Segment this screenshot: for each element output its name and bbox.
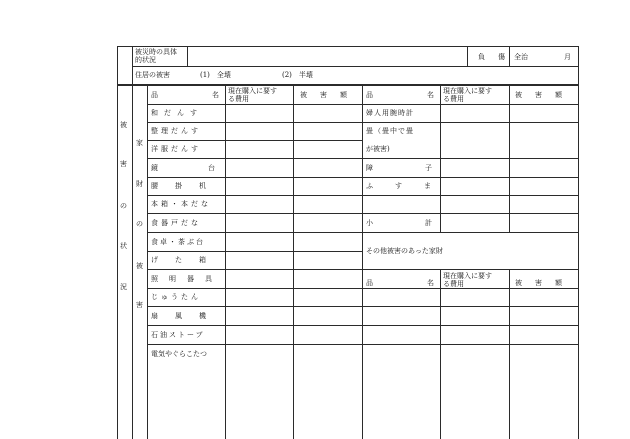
injury-unit: 月	[564, 53, 571, 61]
item-label: 整理だんす	[151, 127, 201, 135]
right-row-line	[362, 122, 578, 123]
housing-label: 住居の被害	[135, 71, 170, 79]
housing-option-half[interactable]: (2) 半壊	[282, 71, 313, 79]
col-header-name: 名	[427, 91, 434, 99]
item-label: 食卓・茶ぶ台	[151, 238, 205, 246]
item-label: 電気やぐらこたつ	[151, 350, 207, 358]
form-left-border	[117, 46, 118, 439]
col-header-item: 品	[366, 279, 373, 287]
right-row-line	[362, 344, 578, 345]
left-header-line	[147, 104, 362, 105]
col-header-damage: 被 害 額	[515, 279, 565, 287]
injury-label: 負 傷	[478, 53, 508, 61]
right-col-divider-1b	[440, 269, 441, 439]
situation-input[interactable]	[189, 48, 465, 64]
left-row-line	[147, 232, 362, 233]
col-header-damage: 被 害 額	[515, 91, 565, 99]
col-header-cost: 現在購入に要す る費用	[443, 87, 492, 103]
left-col-divider-1	[225, 84, 226, 439]
item-label: 小計	[366, 219, 484, 227]
item-label: 扇風機	[151, 312, 223, 320]
situation-label-divider	[187, 46, 188, 66]
right-col-divider-1	[440, 84, 441, 232]
col-header-item: 品	[151, 91, 158, 99]
left-row-line	[147, 306, 362, 307]
col-header-cost: 現在購入に要す る費用	[228, 87, 277, 103]
right-row-line	[362, 177, 578, 178]
item-label: 和だんす	[151, 109, 203, 117]
right-row-line	[362, 158, 578, 159]
item-label: じゅうたん	[151, 293, 201, 301]
right-header-line	[362, 104, 578, 105]
inner-label-divider	[147, 84, 148, 439]
left-row-line	[147, 195, 362, 196]
right-row-line	[362, 195, 578, 196]
item-label: 石油ストーブ	[151, 331, 205, 339]
col-header-name: 名	[427, 279, 434, 287]
item-label: 腰掛机	[151, 182, 223, 190]
injury-divider-1	[467, 46, 468, 66]
item-label: 障子	[366, 164, 484, 172]
col-header-damage: 被 害 額	[300, 91, 350, 99]
item-label: 洋服だんす	[151, 145, 201, 153]
col-header-cost: 現在購入に要す る費用	[443, 272, 492, 288]
item-label: 本箱・本だな	[151, 200, 211, 208]
left-col-divider-2	[293, 84, 294, 439]
item-label: 婦人用腕時計	[366, 109, 414, 117]
left-row-line	[147, 344, 362, 345]
center-divider	[362, 84, 363, 439]
item-label: 畳（畳中で畳 が被害)	[366, 127, 414, 153]
left-row-line	[147, 122, 362, 123]
row-line-situation	[132, 66, 578, 67]
right-row-line	[362, 269, 578, 270]
item-label: ふすま	[366, 182, 453, 190]
right-row-line	[362, 306, 578, 307]
right-row-line	[362, 325, 578, 326]
header-label-divider	[132, 46, 133, 439]
right-header-line-2	[362, 288, 578, 289]
col-header-name: 名	[212, 91, 219, 99]
form-right-border	[578, 46, 579, 439]
item-label: 食器戸だな	[151, 219, 201, 227]
other-items-title: その他被害のあった家財	[366, 247, 443, 255]
right-row-line	[362, 232, 578, 233]
item-label: 鏡台	[151, 164, 265, 172]
injury-value: 全治	[514, 53, 528, 61]
situation-label: 被災時の具体 的状況	[135, 48, 177, 64]
right-row-line	[362, 213, 578, 214]
left-row-line	[147, 288, 362, 289]
left-row-line	[147, 269, 362, 270]
injury-divider-2	[509, 46, 510, 66]
item-label: 照明器具	[151, 275, 223, 283]
left-row-line	[147, 213, 362, 214]
left-row-line	[147, 177, 362, 178]
left-row-line	[147, 158, 362, 159]
left-row-line	[147, 140, 362, 141]
left-row-line	[147, 325, 362, 326]
right-col-divider-2b	[509, 269, 510, 439]
col-header-item: 品	[366, 91, 373, 99]
right-col-divider-2	[509, 84, 510, 232]
housing-option-full[interactable]: (1) 全壊	[200, 71, 231, 79]
left-row-line	[147, 251, 362, 252]
item-label: げた箱	[151, 256, 223, 264]
